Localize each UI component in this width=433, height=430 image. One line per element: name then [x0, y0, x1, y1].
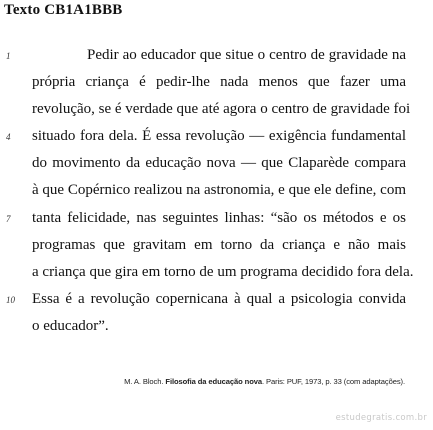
line-number: 7 [6, 213, 11, 224]
line-number: 1 [6, 51, 11, 61]
source-details: . Paris: PUF, 1973, p. 33 (com adaptações). [261, 377, 405, 386]
line-text: revolução, se é verdade que até agora o centro de gravidade foi [32, 101, 411, 118]
passage-line [32, 96, 411, 123]
source-citation [124, 377, 405, 386]
line-text: tanta felicidade, nas seguintes linhas: “são os métodos e os [32, 209, 406, 226]
line-text: Essa é a revolução copernicana à qual a psicologia convida [32, 290, 406, 307]
line-text: o educador”. [32, 317, 109, 334]
line-text: Pedir ao educador que situe o centro de gravidade na [87, 47, 406, 63]
passage-line [6, 123, 406, 150]
passage-line [32, 150, 406, 177]
source-author: M. A. Bloch. [124, 377, 164, 386]
passage-line [32, 69, 406, 96]
line-text: situado fora dela. É essa revolução — exigência fundamental [32, 128, 406, 145]
watermark: estudegratis.com.br [335, 413, 427, 423]
text-title: Texto CB1A1BBB [4, 2, 123, 18]
passage-line [32, 259, 414, 286]
line-text: a criança que gira em torno de um programa decidido fora dela. [32, 263, 414, 280]
passage-line [32, 232, 406, 259]
passage-line [6, 205, 406, 232]
passage-line [6, 286, 406, 313]
line-text: própria criança é pedir-lhe nada menos que fazer uma [32, 74, 406, 91]
passage-line [32, 177, 406, 204]
source-work: Filosofia da educação nova [165, 377, 262, 386]
line-text: programas que gravitam em torno da criança e não mais [32, 236, 406, 253]
passage-line [32, 313, 406, 340]
line-number: 10 [6, 294, 15, 305]
line-text: do movimento da educação nova — que Claparède compara [32, 155, 406, 172]
line-number: 4 [6, 132, 11, 143]
passage [6, 42, 414, 340]
passage-line [6, 42, 406, 69]
line-text: à que Copérnico realizou na astronomia, e que ele define, com [32, 182, 407, 199]
